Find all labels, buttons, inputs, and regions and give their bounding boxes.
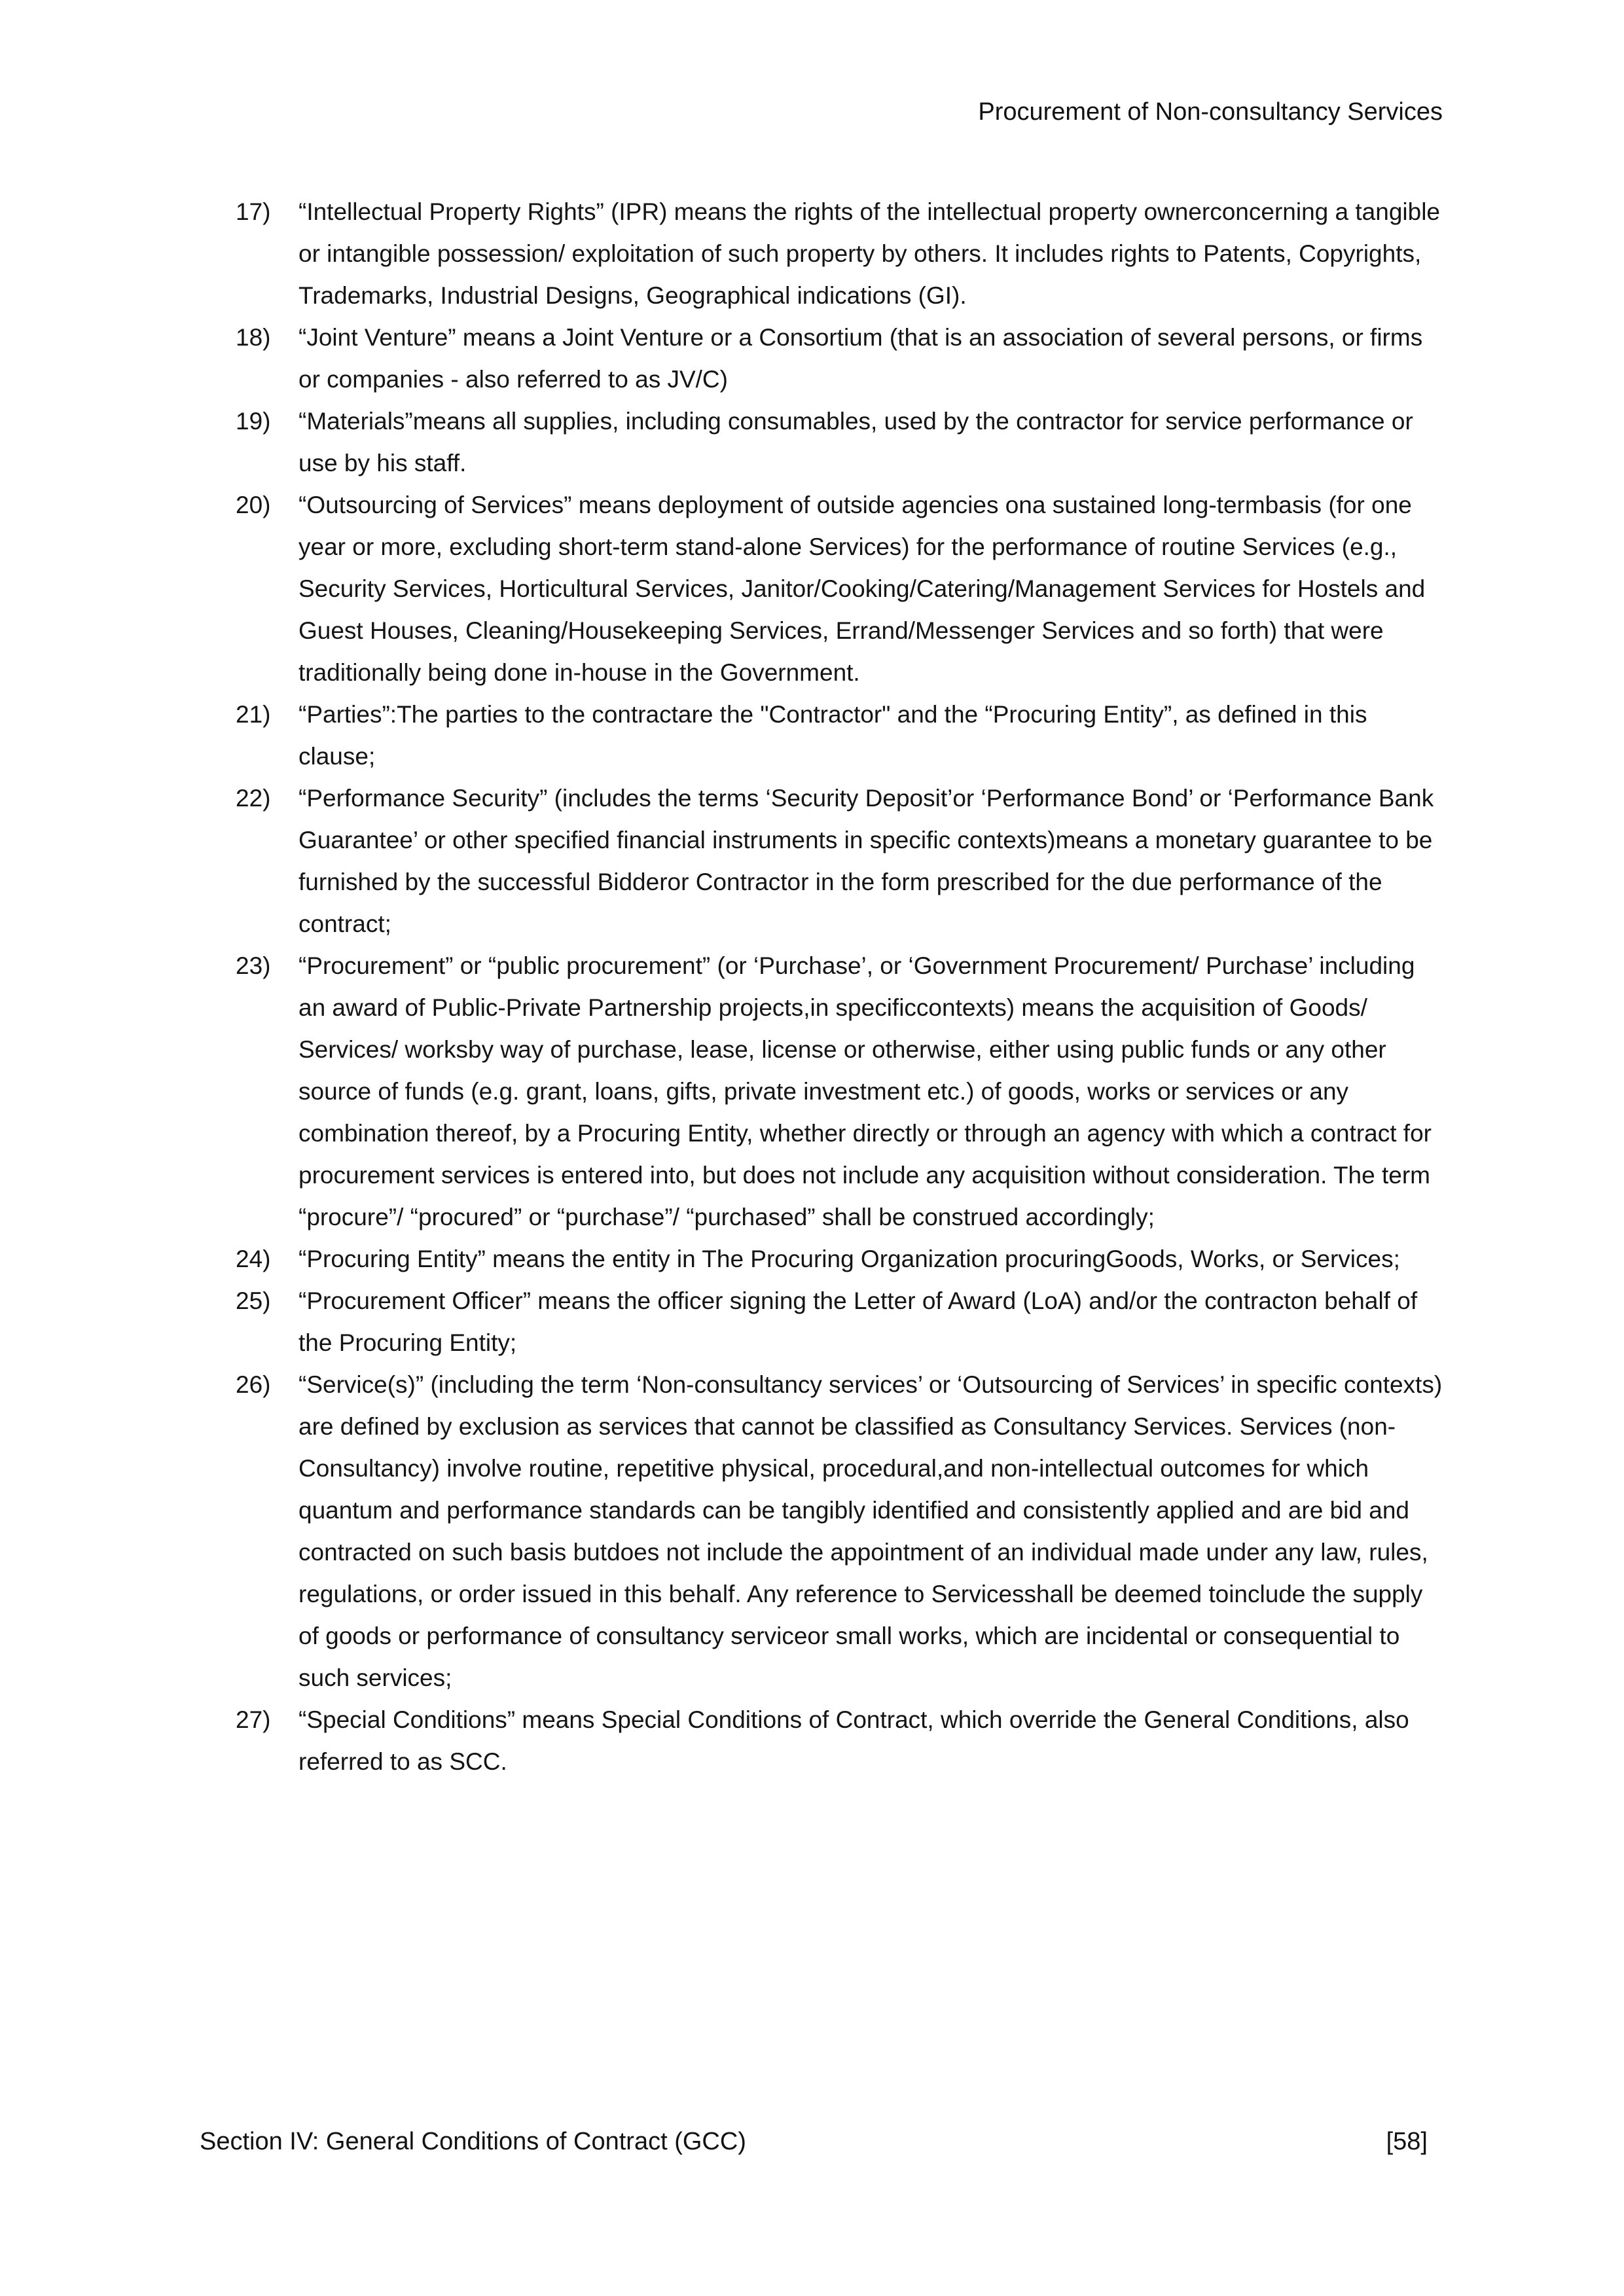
- definition-text: “Special Conditions” means Special Conditions of Contract, which override the General Conditions, also referred to as SCC.: [298, 1706, 1409, 1775]
- definition-item-20: [236, 484, 1444, 694]
- definition-item-18: [236, 317, 1444, 401]
- footer-page-number: [58]: [1386, 2128, 1428, 2155]
- definition-number: 21): [236, 701, 271, 728]
- definition-text: “Materials”means all supplies, including consumables, used by the contractor for service performance or use by his staff.: [298, 408, 1413, 476]
- page-footer: [200, 2126, 1428, 2157]
- definition-number: 25): [236, 1287, 271, 1314]
- definition-text: “Service(s)” (including the term ‘Non-consultancy services’ or ‘Outsourcing of Services’ in specific contexts) are defined by exclusion as services that cannot be classified as Consultancy Services. Services (non-Consultancy) involve routine, repetitive physical, procedural,and non-intellectual outcomes for which quantum and performance standards can be tangibly identified and consistently applied and are bid and contracted on such basis butdoes not include the appointment of an individual made under any law, rules, regulations, or order issued in this behalf. Any reference to Servicesshall be deemed toinclude the supply of goods or performance of consultancy serviceor small works, which are incidental or consequential to such services;: [298, 1371, 1443, 1691]
- definition-item-17: [236, 191, 1444, 317]
- definition-number: 24): [236, 1246, 271, 1272]
- definition-text: “Performance Security” (includes the terms ‘Security Deposit’or ‘Performance Bond’ or ‘Performance Bank Guarantee’ or other specified financial instruments in specific contexts)means a monetary guarantee to be furnished by the successful Bidderor Contractor in the form prescribed for the due performance of the contract;: [298, 785, 1434, 937]
- definition-number: 26): [236, 1371, 271, 1398]
- definition-number: 27): [236, 1706, 271, 1733]
- definitions-list: [236, 191, 1444, 1783]
- definition-number: 17): [236, 198, 271, 225]
- definition-number: 19): [236, 408, 271, 435]
- definition-number: 22): [236, 785, 271, 812]
- definition-text: “Procuring Entity” means the entity in The Procuring Organization procuringGoods, Works, or Services;: [298, 1246, 1400, 1272]
- definition-item-23: [236, 945, 1444, 1238]
- definition-number: 20): [236, 492, 271, 518]
- definition-text: “Procurement” or “public procurement” (or ‘Purchase’, or ‘Government Procurement/ Purchase’ including an award of Public-Private Partnership projects,in specificcontexts) means the acquisition of Goods/ Services/ worksby way of purchase, lease, license or otherwise, either using public funds or any other source of funds (e.g. grant, loans, gifts, private investment etc.) of goods, works or services or any combination thereof, by a Procuring Entity, whether directly or through an agency with which a contract for procurement services is entered into, but does not include any acquisition without consideration. The term “procure”/ “procured” or “purchase”/ “purchased” shall be construed accordingly;: [298, 952, 1432, 1230]
- definition-item-24: [236, 1238, 1444, 1280]
- footer-section-label: Section IV: General Conditions of Contract (GCC): [200, 2128, 746, 2155]
- definition-item-21: [236, 694, 1444, 778]
- header-title: Procurement of Non-consultancy Services: [978, 98, 1443, 126]
- definition-item-25: [236, 1280, 1444, 1364]
- definition-text: “Parties”:The parties to the contractare the "Contractor" and the “Procuring Entity”, as defined in this clause;: [298, 701, 1367, 770]
- definition-number: 23): [236, 952, 271, 979]
- definition-number: 18): [236, 324, 271, 351]
- definition-item-26: [236, 1364, 1444, 1699]
- definition-text: “Joint Venture” means a Joint Venture or a Consortium (that is an association of several persons, or firms or companies - also referred to as JV/C): [298, 324, 1423, 393]
- page-header: [236, 97, 1443, 127]
- definition-text: “Procurement Officer” means the officer signing the Letter of Award (LoA) and/or the contracton behalf of the Procuring Entity;: [298, 1287, 1418, 1356]
- definition-item-27: [236, 1699, 1444, 1783]
- definition-text: “Intellectual Property Rights” (IPR) means the rights of the intellectual property ownerconcerning a tangible or intangible possession/ exploitation of such property by others. It includes rights to Patents, Copyrights, Trademarks, Industrial Designs, Geographical indications (GI).: [298, 198, 1440, 309]
- definition-item-19: [236, 401, 1444, 484]
- definition-text: “Outsourcing of Services” means deployment of outside agencies ona sustained long-termbasis (for one year or more, excluding short-term stand-alone Services) for the performance of routine Services (e.g., Security Services, Horticultural Services, Janitor/Cooking/Catering/Management Services for Hostels and Guest Houses, Cleaning/Housekeeping Services, Errand/Messenger Services and so forth) that were traditionally being done in-house in the Government.: [298, 492, 1426, 686]
- definition-item-22: [236, 778, 1444, 945]
